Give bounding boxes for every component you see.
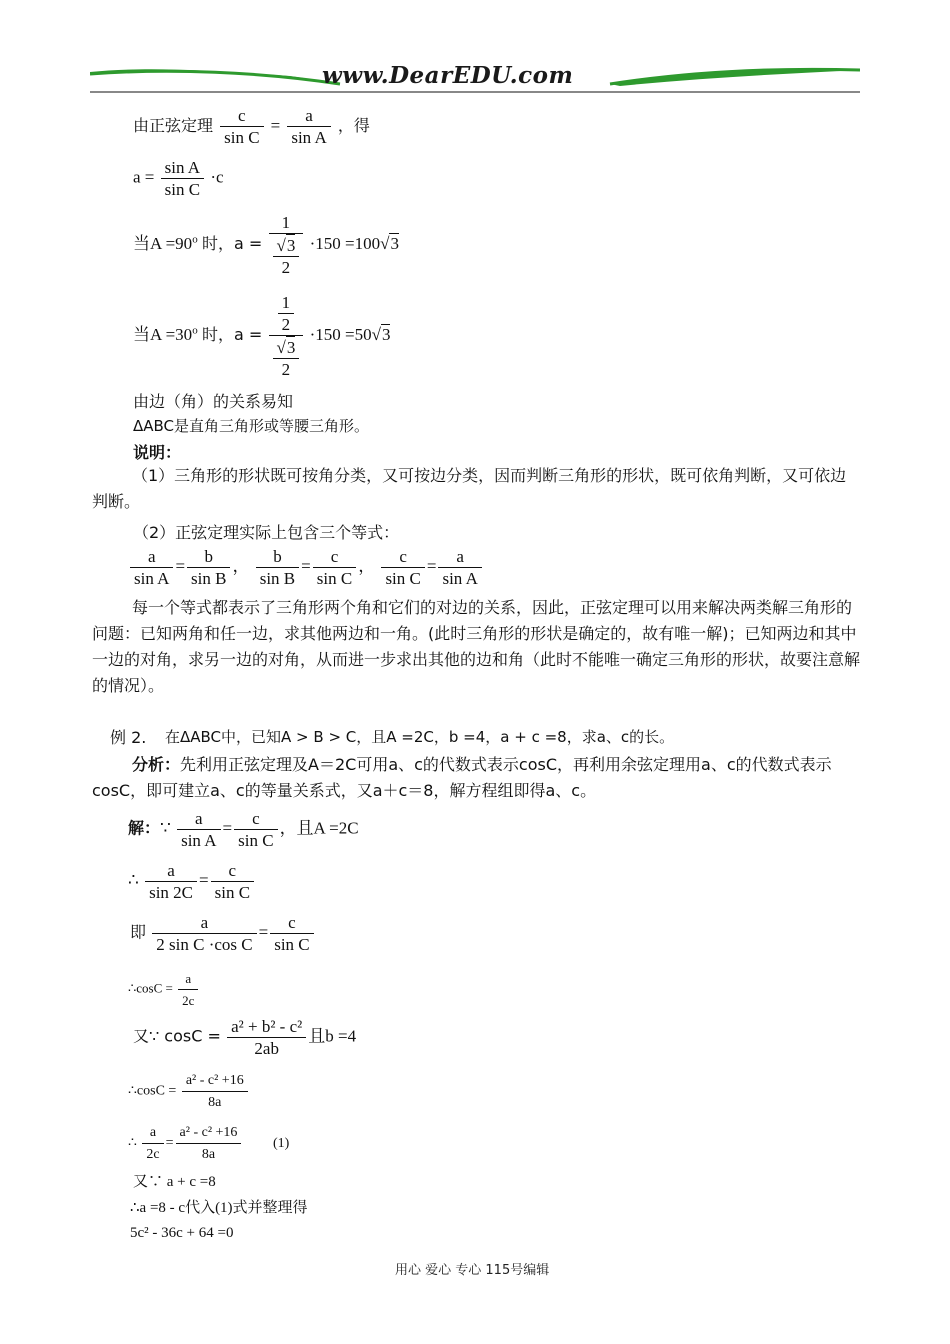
fraction: $\frac{b}{\text{sin B}}$ xyxy=(256,546,299,589)
analysis-paragraph: 分析：先利用正弦定理及A＝2C可用a、c的代数式表示cosC，再利用余弦定理用a、c的代数式表示cosC，即可建立a、c的等量关系式，又a＋c＝8，解方程组即得a、c。 xyxy=(92,755,832,800)
solution-line-8: 又∵ a + c =8 xyxy=(133,1174,216,1190)
fraction: $\frac{a}{\text{sin A}}$ xyxy=(130,546,173,589)
fraction: $\frac{a}{\sin 2C}$ xyxy=(145,860,197,903)
fraction: $\frac{c}{\text{sin C}}$ xyxy=(381,546,424,589)
fraction: $\frac{a}{\text{sin A}}$ xyxy=(438,546,481,589)
sine-rule-equalities: $\frac{a}{\text{sin A}}$ = $\frac{b}{\text{sin B}}$ ， $\frac{b}{\text{sin B}}$ = $\frac{c}{\text{sin C}}$ ， $\frac{c}{\text{sin C}}$ = $\frac{a}{\text{sin A}}$ xyxy=(128,546,484,589)
note-title: 说明： xyxy=(133,443,182,462)
header-banner xyxy=(90,62,860,94)
equation-tag: (1) xyxy=(272,1135,290,1151)
example-label: 例 2. xyxy=(110,728,147,747)
solution-line-5: 又∵ cosC = $\frac{\text{a² + b² - c²}}{2ab}$ 且b =4 xyxy=(133,1017,357,1058)
fraction: $\frac{\text{a² + b² - c²}}{2ab}$ xyxy=(227,1016,306,1059)
solution-line-2: ∴ $\frac{a}{\sin 2C}$ = $\frac{c}{\text{sin C}}$ xyxy=(128,860,256,903)
example-statement: 在ΔABC中，已知A > B > C，且A =2C，b =4，a + c =8，求a、c的长。 xyxy=(165,728,675,746)
fraction: $\frac{\text{a² - c² +16}}{8a}$ xyxy=(182,1070,248,1113)
fraction: $\frac{b}{\text{sin B}}$ xyxy=(187,546,230,589)
complex-fraction: $\frac{\frac{1}{2}}{\frac{√3}{2}}$ xyxy=(269,292,304,380)
page-footer: 用心 爱心 专心 115号编辑 xyxy=(395,1263,550,1278)
line-conclusion: ΔABC是直角三角形或等腰三角形。 xyxy=(133,417,370,435)
fraction: $\frac{c}{\text{sin C}}$ xyxy=(313,546,356,589)
solution-line-7: ∴ $\frac{a}{2c}$ = $\frac{\text{a² - c² +16}}{8a}$ (1) xyxy=(128,1122,289,1165)
note-paragraph-1: （1）三角形的形状既可按角分类，又可按边分类，因而判断三角形的形状，既可依角判断，又可依边判断。 xyxy=(92,466,847,511)
line-relation: 由边（角）的关系易知 xyxy=(133,392,294,411)
note-paragraph-2: （2）正弦定理实际上包含三个等式： xyxy=(133,523,400,542)
line-case-90: 当$A =90^o$ 时，a = $\frac{1}{\frac{√3}{2}}$ ·150 =100√3 xyxy=(133,213,399,277)
fraction: $\frac{c}{\text{sin C}}$ xyxy=(270,912,313,955)
fraction: $\frac{c}{\text{sin C}}$ xyxy=(220,105,263,148)
line-sine-rule: 由正弦定理 $\frac{c}{\text{sin C}}$ = $\frac{a}{\text{sin A}}$ ，得 xyxy=(133,106,370,147)
fraction: $\frac{c}{\text{sin C}}$ xyxy=(211,860,254,903)
fraction: $\frac{a}{\text{2 sin C ·cos C}}$ xyxy=(152,912,256,955)
fraction: $\frac{a}{\text{sin A}}$ xyxy=(287,105,330,148)
fraction: $\frac{\text{a² - c² +16}}{8a}$ xyxy=(176,1122,242,1165)
fraction: $\frac{a}{2c}$ xyxy=(142,1122,163,1165)
solution-line-3: 即 $\frac{a}{\text{2 sin C ·cos C}}$ = $\frac{c}{\text{sin C}}$ xyxy=(130,912,316,955)
fraction: $\frac{\text{sin A}}{\text{sin C}}$ xyxy=(161,157,204,200)
fraction: $\frac{c}{\text{sin C}}$ xyxy=(234,808,277,851)
line-case-30: 当$A =30^o$ 时，a = $\frac{\frac{1}{2}}{\frac{√3}{2}}$ ·150 =50√3 xyxy=(133,293,391,379)
solution-line-6: ∴cosC = $\frac{\text{a² - c² +16}}{8a}$ xyxy=(128,1070,250,1113)
solution-line-4: ∴cosC = $\frac{a}{2c}$ xyxy=(128,968,200,1011)
solution-line-1: 解：∵ $\frac{a}{\text{sin A}}$ = $\frac{c}{\text{sin C}}$ ，且A =2C xyxy=(128,809,359,850)
site-logo-text: www.DearEDU.com xyxy=(322,62,574,89)
solution-line-9: ∴a =8 - c代入(1)式并整理得 xyxy=(130,1200,308,1216)
line-a-expression: a = $\frac{\text{sin A}}{\text{sin C}}$ ·c xyxy=(133,158,224,199)
fraction: $\frac{a}{\text{sin A}}$ xyxy=(177,808,220,851)
complex-fraction: $\frac{1}{\frac{√3}{2}}$ xyxy=(269,212,304,278)
solution-line-10: 5c² - 36c + 64 =0 xyxy=(130,1225,234,1241)
fraction: $\frac{a}{2c}$ xyxy=(178,968,198,1011)
note-paragraph-3: 每一个等式都表示了三角形两个角和它们的对边的关系，因此，正弦定理可以用来解决两类解三角形的问题：已知两角和任一边，求其他两边和一角。(此时三角形的形状是确定的，故有唯一解)；已知两边和其中一边的对角，求另一边的对角，从而进一步求出其他的边和角（此时不能唯一确定三角形的形状，故要注意解的情况）。 xyxy=(92,598,861,695)
